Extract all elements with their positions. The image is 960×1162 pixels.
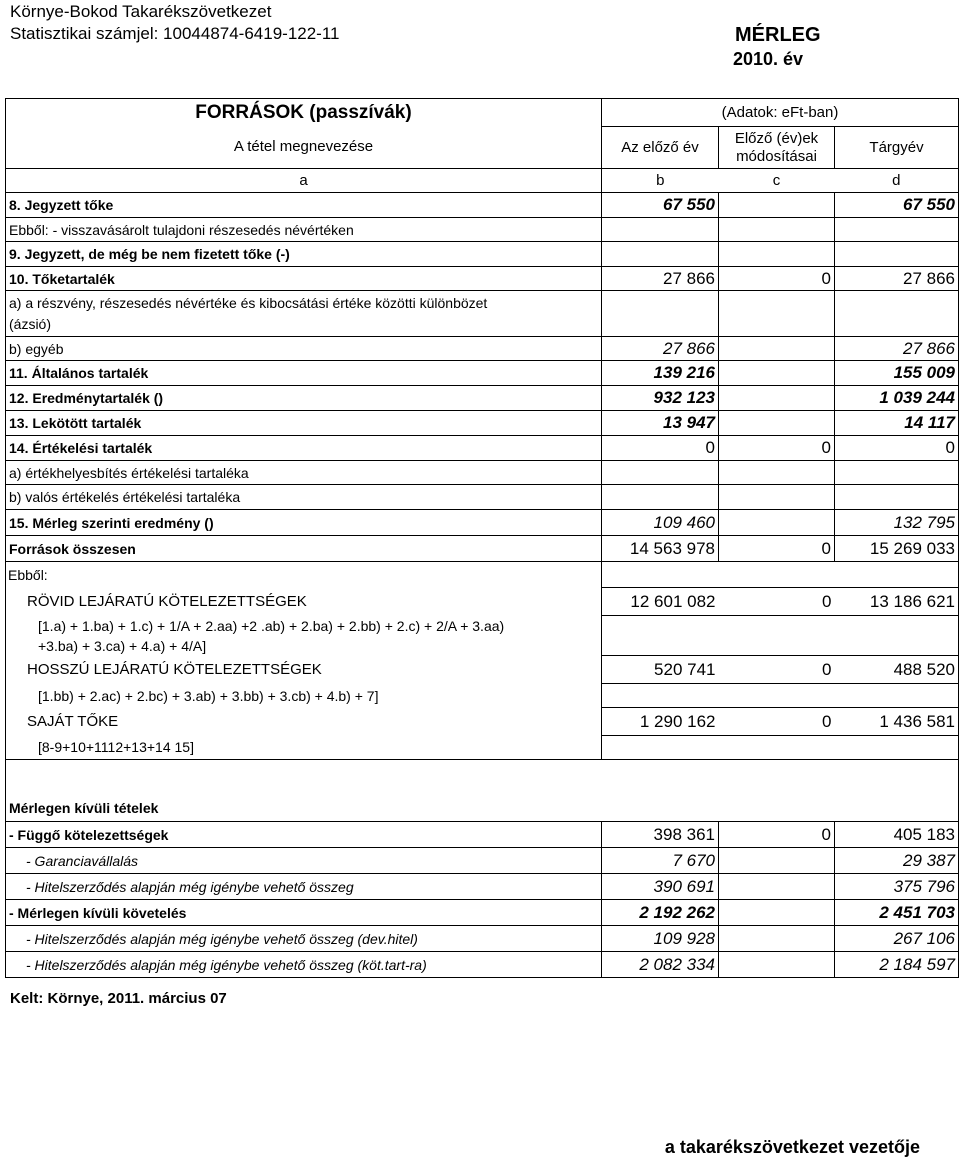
col-curr-header: Tárgyév <box>835 127 959 169</box>
col-item-header: A tétel megnevezése <box>6 127 602 169</box>
table-row: 8. Jegyzett tőke 67 550 67 550 <box>6 193 959 218</box>
table-row: 11. Általános tartalék 139 216 155 009 <box>6 361 959 386</box>
letter-c: c <box>719 169 835 193</box>
table-row: HOSSZÚ LEJÁRATÚ KÖTELEZETTSÉGEK 520 741 0 488 520 <box>6 656 959 684</box>
balance-table <box>5 98 959 978</box>
section-title: FORRÁSOK (passzívák) <box>6 99 602 127</box>
stat-number: Statisztikai számjel: 10044874-6419-122-11 <box>10 24 340 43</box>
table-row: 14. Értékelési tartalék 0 0 0 <box>6 436 959 461</box>
col-mod-header: Előző (év)ek módosításai <box>719 127 835 169</box>
table-row: [8-9+10+1112+13+14 15] <box>6 736 959 760</box>
table-row: - Hitelszerződés alapján még igénybe vehető összeg 390 691 375 796 <box>6 874 959 900</box>
table-row: Ebből: - visszavásárolt tulajdoni részesedés névértéken <box>6 218 959 242</box>
kelt-date: Kelt: Környe, 2011. március 07 <box>10 990 227 1007</box>
table-row: 9. Jegyzett, de még be nem fizetett tőke (-) <box>6 242 959 267</box>
table-row: a) értékhelyesbítés értékelési tartaléka <box>6 461 959 485</box>
table-row: 12. Eredménytartalék () 932 123 1 039 244 <box>6 386 959 411</box>
table-row: - Függő kötelezettségek 398 361 0 405 183 <box>6 822 959 848</box>
col-prev-header: Az előző év <box>602 127 719 169</box>
table-row: b) egyéb 27 866 27 866 <box>6 337 959 361</box>
table-row: - Hitelszerződés alapján még igénybe vehető összeg (dev.hitel) 109 928 267 106 <box>6 926 959 952</box>
table-row: [1.bb) + 2.ac) + 2.bc) + 3.ab) + 3.bb) + 3.cb) + 4.b) + 7] <box>6 684 959 708</box>
table-row: a) a részvény, részesedés névértéke és kibocsátási értéke közötti különbözet (ázsió) <box>6 291 959 337</box>
unit-note: (Adatok: eFt-ban) <box>602 99 959 127</box>
letter-a: a <box>6 169 602 193</box>
letter-b: b <box>602 169 719 193</box>
table-row: - Hitelszerződés alapján még igénybe vehető összeg (köt.tart-ra) 2 082 334 2 184 597 <box>6 952 959 978</box>
table-row: RÖVID LEJÁRATÚ KÖTELEZETTSÉGEK 12 601 082 0 13 186 621 <box>6 588 959 616</box>
table-row: Mérlegen kívüli tételek <box>6 796 959 822</box>
table-row: - Garanciavállalás 7 670 29 387 <box>6 848 959 874</box>
letter-d: d <box>835 169 959 193</box>
org-name: Környe-Bokod Takarékszövetkezet <box>10 2 272 21</box>
signature-label: a takarékszövetkezet vezetője <box>664 1137 920 1157</box>
table-row: [1.a) + 1.ba) + 1.c) + 1/A + 2.aa) +2 .ab) + 2.ba) + 2.bb) + 2.c) + 2/A + 3.aa) +3.ba) + 3.ca) + 4.a) + 4/A] <box>6 616 959 656</box>
table-row: 15. Mérleg szerinti eredmény () 109 460 132 795 <box>6 510 959 536</box>
table-row: - Mérlegen kívüli követelés 2 192 262 2 451 703 <box>6 900 959 926</box>
table-row: 13. Lekötött tartalék 13 947 14 117 <box>6 411 959 436</box>
table-row: Ebből: <box>6 562 959 588</box>
table-row: 10. Tőketartalék 27 866 0 27 866 <box>6 267 959 291</box>
table-row: b) valós értékelés értékelési tartaléka <box>6 485 959 510</box>
table-row: Források összesen 14 563 978 0 15 269 033 <box>6 536 959 562</box>
table-row: SAJÁT TŐKE 1 290 162 0 1 436 581 <box>6 708 959 736</box>
doc-title: MÉRLEG <box>735 24 821 46</box>
year: 2010. év <box>733 49 804 69</box>
